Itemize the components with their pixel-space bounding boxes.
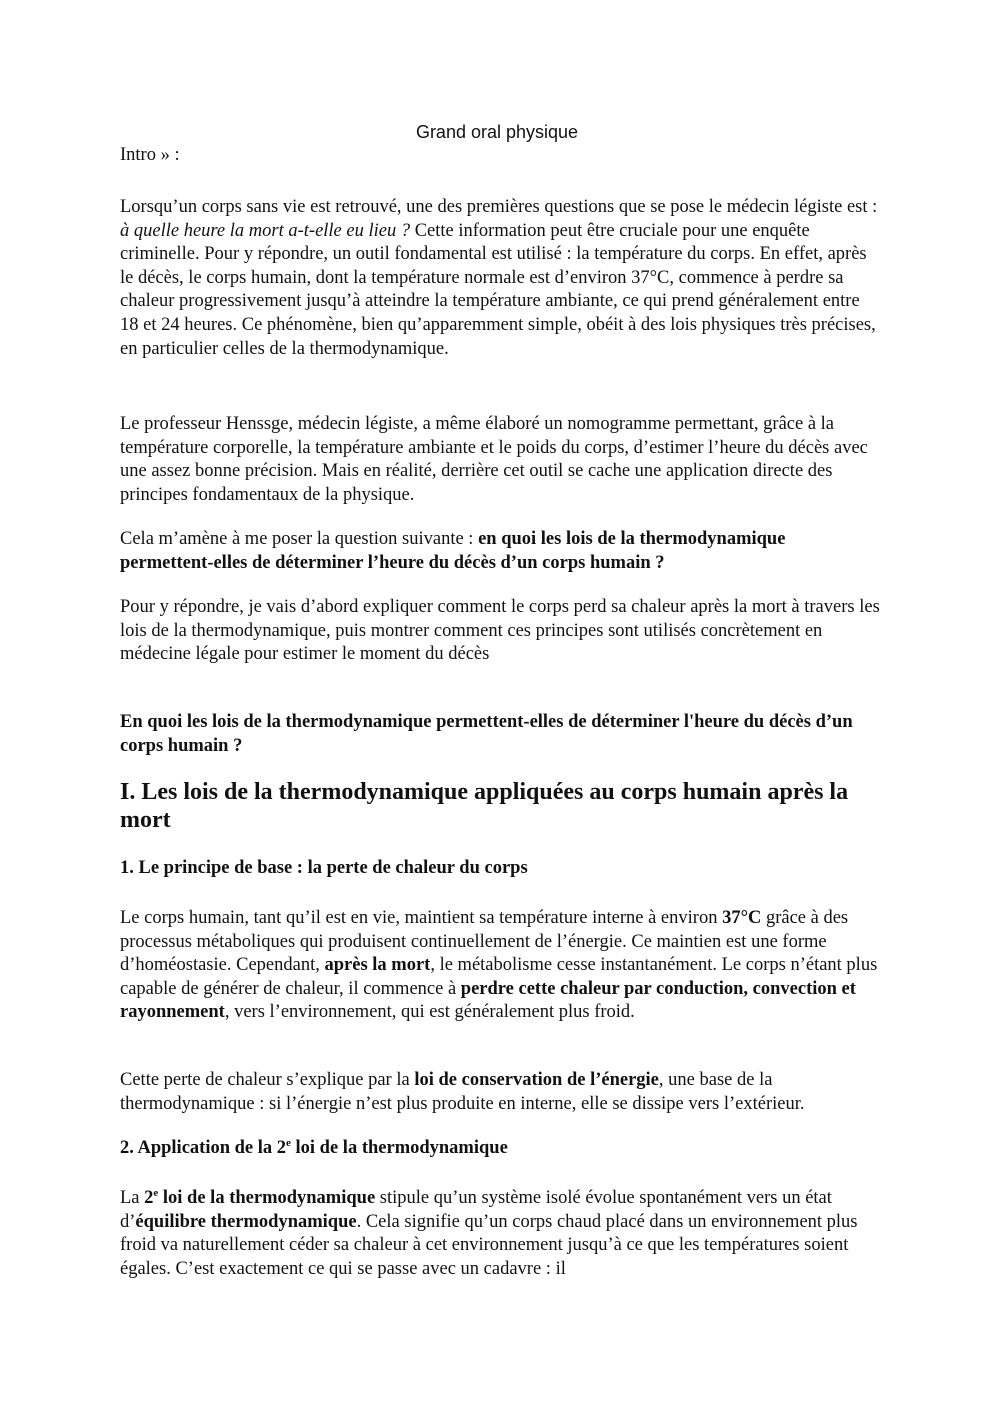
text-run: Cette information peut être cruciale pour une enquête criminelle. Pour y répondre, un outil fondamental est utilisé : la température du corps. En effet, après le décès, le corps humain, dont la température normale est d’environ 37°C, commence à perdre sa chaleur progressivement jusqu’à atteindre la température ambiante, ce qui prend généralement entre 18 et 24 heures. Ce phénomène, bien qu’apparemment simple, obéit à des lois physiques très précises, en particulier celles de la thermodynamique.	[120, 220, 876, 359]
section-1-heading: I. Les lois de la thermodynamique appliquées au corps humain après la mort	[120, 779, 849, 833]
bold-text: perdre cette chaleur par conduction, convection et rayonnement	[120, 978, 856, 1023]
intro-paragraph-3	[120, 528, 880, 575]
question-heading: En quoi les lois de la thermodynamique permettent-elles de déterminer l'heure du décès d’un corps humain ?	[120, 712, 853, 756]
intro-paragraph-4: Pour y répondre, je vais d’abord expliquer comment le corps perd sa chaleur après la mort à travers les lois de la thermodynamique, puis montrer comment ces principes sont utilisés concrètement en médecine légale pour estimer le moment du décès	[120, 597, 880, 665]
text-run: . Cela signifie qu’un corps chaud placé dans un environnement plus froid va naturellement céder sa chaleur à cet environnement jusqu’à ce que les températures soient égales. C’est exactement ce qui se passe avec un cadavre : il	[120, 1211, 858, 1279]
text-run: , vers l’environnement, qui est généralement plus froid.	[224, 1002, 635, 1023]
text-run: grâce à des processus métaboliques qui produisent continuellement de l’énergie. Ce maintien est une forme d’homéostasie. Cependant,	[120, 908, 849, 976]
superscript: e	[153, 1186, 159, 1199]
bold-text: loi de conservation de l’énergie	[414, 1070, 659, 1090]
text-run: La	[120, 1188, 145, 1208]
italic-question: à quelle heure la mort a-t-elle eu lieu ?	[120, 220, 411, 241]
intro-label: Intro » :	[120, 145, 180, 165]
text-run: Lorsqu’un corps sans vie est retrouvé, une des premières questions que se pose le médecin légiste est :	[120, 197, 878, 217]
intro-paragraph-2: Le professeur Henssge, médecin légiste, a même élaboré un nomogramme permettant, grâce à la température corporelle, la température ambiante et le poids du corps, d’estimer l’heure du décès avec une assez bonne précision. Mais en réalité, derrière cet outil se cache une application directe des principes fondamentaux de la physique.	[120, 414, 868, 505]
subsection-1-heading: 1. Le principe de base : la perte de chaleur du corps	[120, 858, 528, 878]
text-run: , une base de la thermodynamique : si l’énergie n’est plus produite en interne, elle se dissipe vers l’extérieur.	[120, 1070, 805, 1114]
text-run: Cela m’amène à me poser la question suivante :	[120, 529, 479, 549]
text-run: Le corps humain, tant qu’il est en vie, maintient sa température interne à environ	[120, 908, 723, 928]
bold-text: 2	[144, 1188, 154, 1208]
bold-text: équilibre thermodynamique	[135, 1211, 357, 1232]
section-1-paragraph-1	[120, 907, 880, 1025]
text-run: loi de la thermodynamique	[290, 1138, 508, 1158]
bold-question: en quoi les lois de la thermodynamique permettent-elles de déterminer l’heure du décès d’un corps humain ?	[120, 529, 786, 573]
text-run: stipule qu’un système isolé évolue spontanément vers un état d’	[120, 1188, 832, 1232]
text-run: 2. Application de la 2	[120, 1138, 287, 1158]
text-run: Cette perte de chaleur s’explique par la	[120, 1070, 415, 1090]
document-title: Grand oral physique	[415, 122, 579, 142]
bold-text: loi de la thermodynamique	[158, 1188, 376, 1208]
text-run: , le métabolisme cesse instantanément. Le corps n’étant plus capable de générer de chaleur, il commence à	[120, 955, 878, 999]
subsection-2-heading	[120, 1136, 880, 1160]
bold-text: 37°C	[722, 908, 762, 928]
superscript: e	[286, 1136, 291, 1149]
section-1-paragraph-2	[120, 1069, 880, 1116]
section-1-paragraph-3	[120, 1187, 880, 1281]
bold-text: après la mort	[324, 955, 431, 976]
intro-paragraph-1	[120, 196, 880, 361]
